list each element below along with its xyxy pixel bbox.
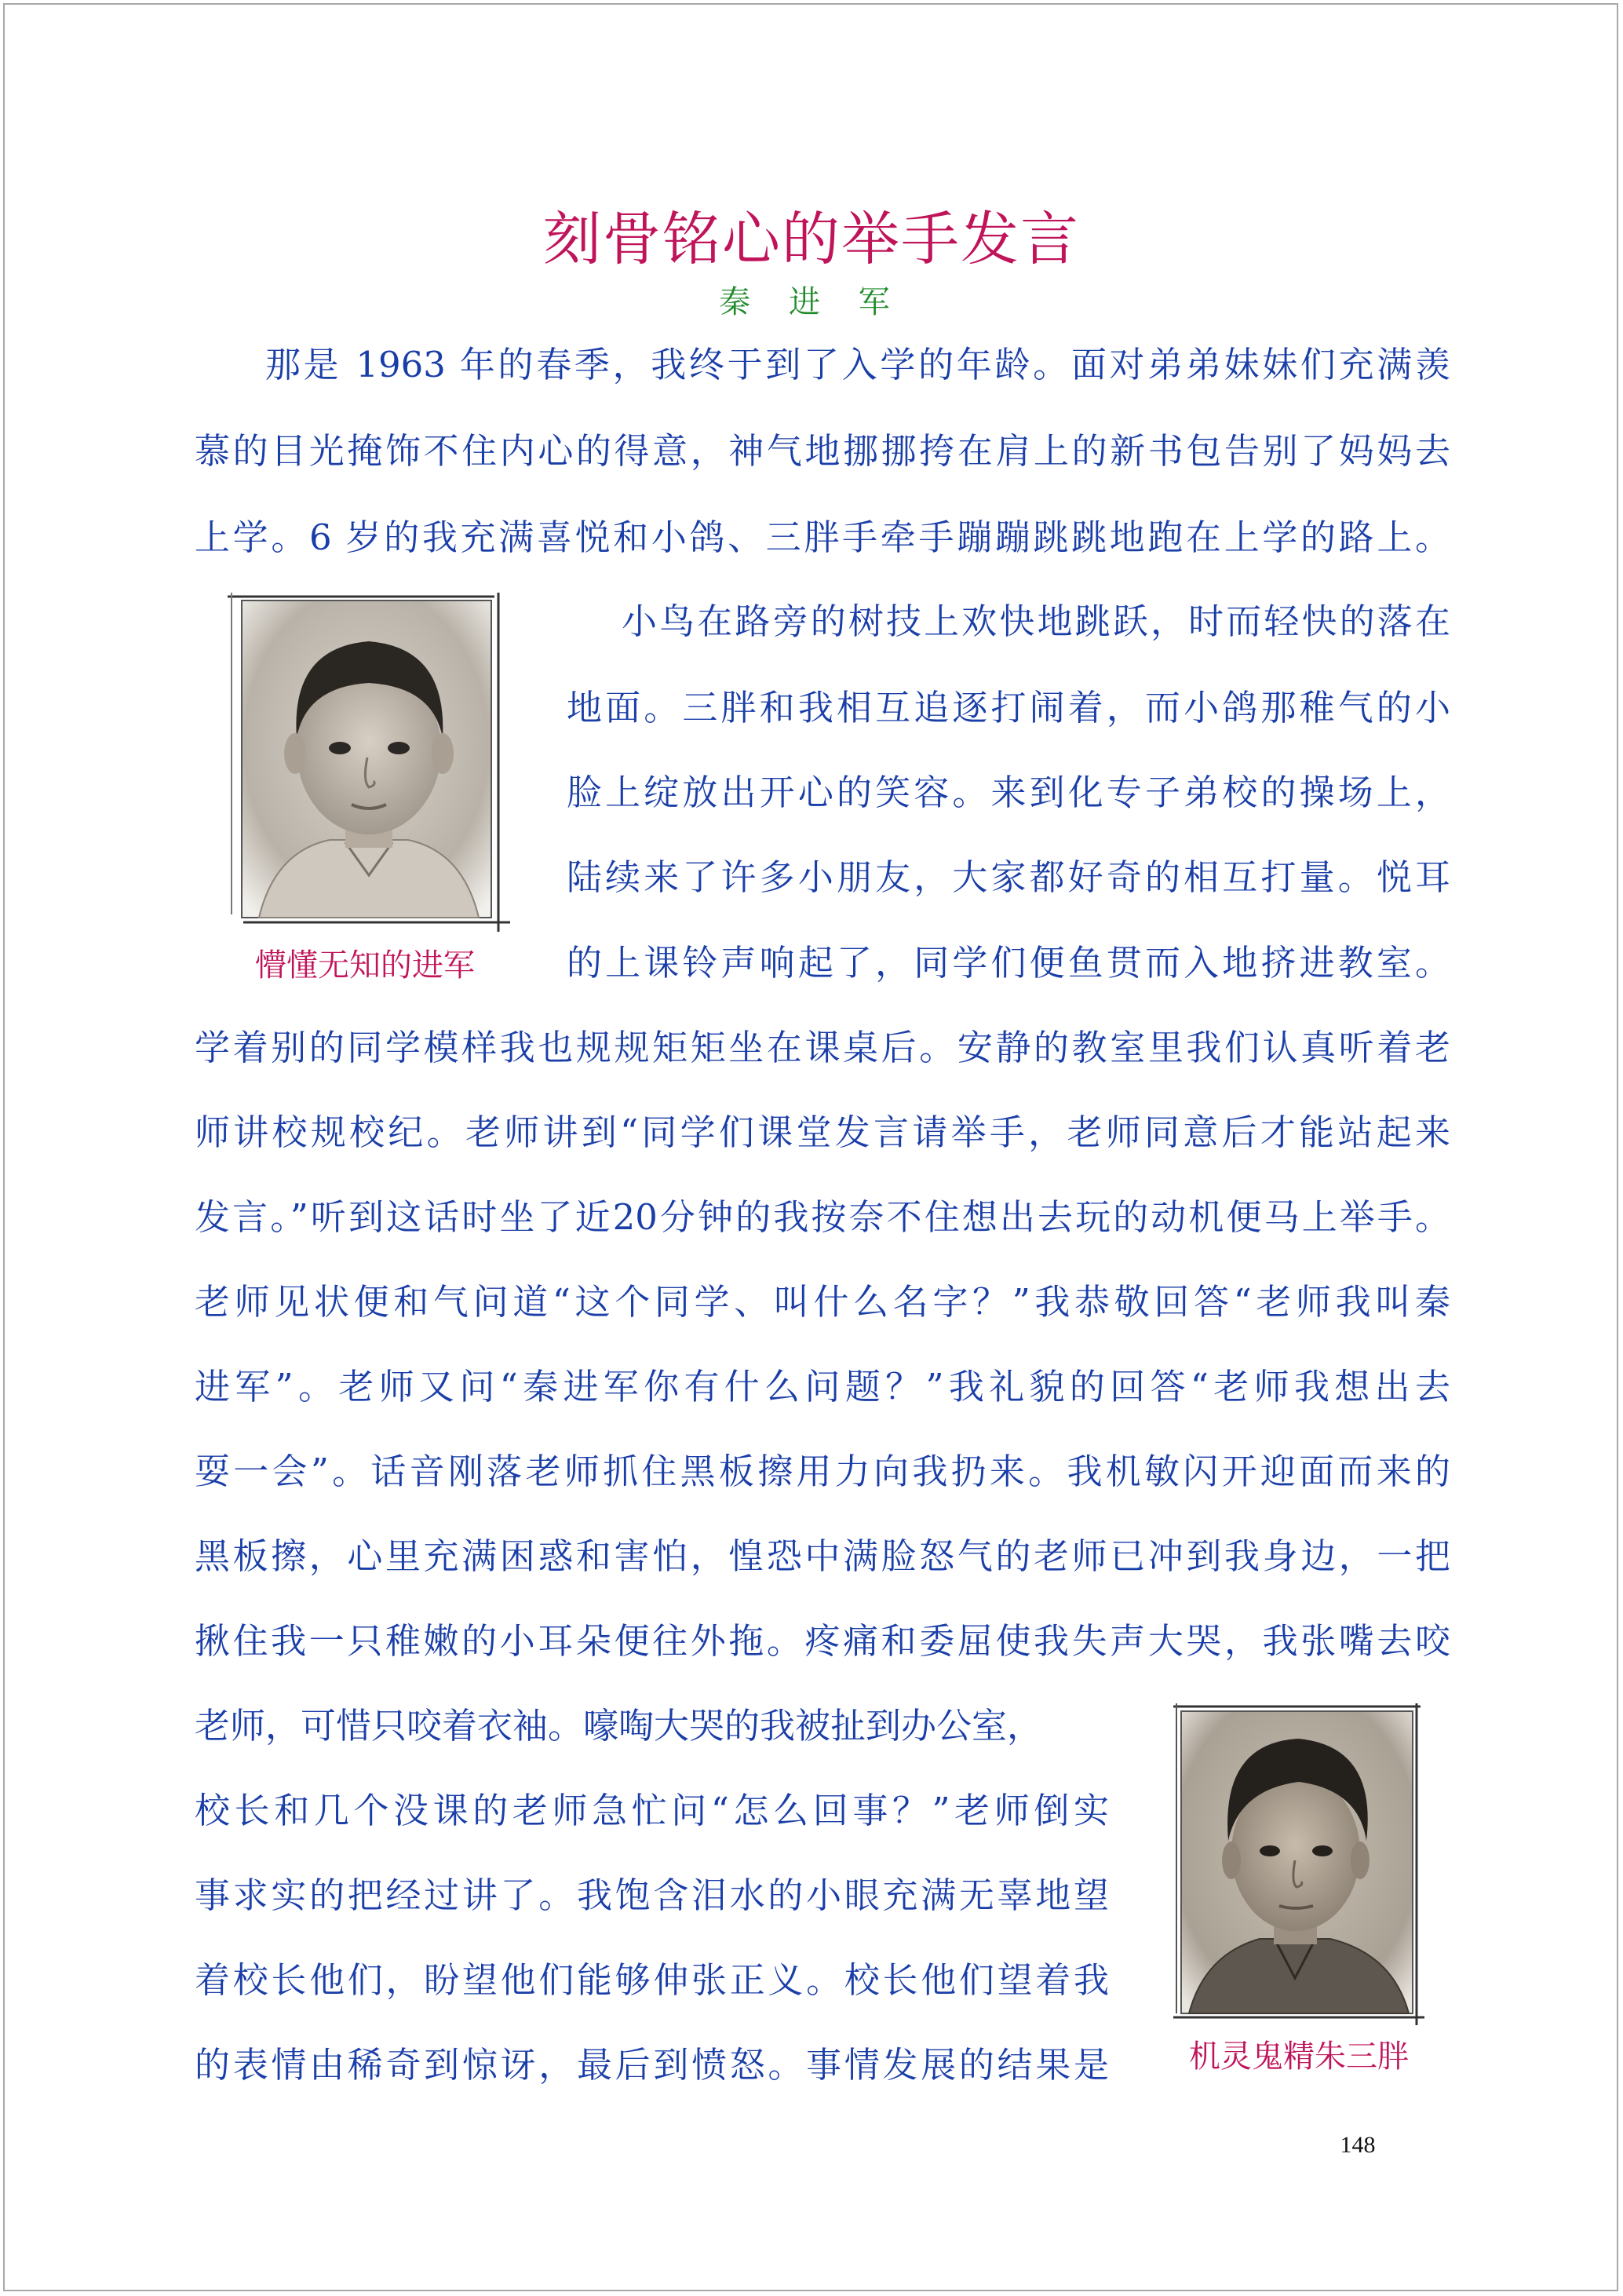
text-line: 师讲校规校纪。老师讲到“同学们课堂发言请举手，老师同意后才能站起来 [195, 1111, 1450, 1153]
text-line: 学着别的同学模样我也规规矩矩坐在课桌后。安静的教室里我们认真听着老 [195, 1027, 1450, 1068]
text-line: 慕的目光掩饰不住内心的得意，神气地挪挪挎在肩上的新书包告别了妈妈去 [195, 430, 1450, 472]
photo-zhu-sanpang [1173, 1703, 1424, 2025]
text-line: 着校长他们，盼望他们能够伸张正义。校长他们望着我 [195, 1959, 1109, 2001]
article-title: 刻骨铭心的举手发言 [543, 206, 1080, 273]
text-line: 地面。三胖和我相互追逐打闹着，而小鸽那稚气的小 [567, 687, 1450, 728]
text-line: 发言。”听到这话时坐了近20分钟的我按奈不住想出去玩的动机便马上举手。 [195, 1196, 1450, 1238]
text-line: 陆续来了许多小朋友，大家都好奇的相互打量。悦耳 [567, 856, 1450, 898]
text-line: 事求实的把经过讲了。我饱含泪水的小眼充满无辜地望 [195, 1874, 1109, 1916]
text-line: 老师，可惜只咬着衣袖。嚎啕大哭的我被扯到办公室， [195, 1705, 1043, 1747]
text-line: 那是 1963 年的春季，我终于到了入学的年龄。面对弟弟妹妹们充满羡 [265, 344, 1450, 385]
text-line: 校长和几个没课的老师急忙问“怎么回事？”老师倒实 [195, 1790, 1109, 1831]
text-line: 小鸟在路旁的树技上欢快地跳跃，时而轻快的落在 [622, 600, 1450, 642]
photo-zhu-sanpang-image [1173, 1703, 1424, 2025]
text-line: 脸上绽放出开心的笑容。来到化专子弟校的操场上， [567, 772, 1450, 813]
text-line: 的上课铃声响起了，同学们便鱼贯而入地挤进教室。 [567, 942, 1450, 984]
photo-caption-top: 懵懂无知的进军 [255, 947, 475, 984]
text-line: 耍一会”。话音刚落老师抓住黑板擦用力向我扔来。我机敏闪开迎面而来的 [195, 1451, 1450, 1492]
text-line: 揪住我一只稚嫩的小耳朵便往外拖。疼痛和委屈使我失声大哭，我张嘴去咬 [195, 1620, 1450, 1662]
photo-young-jinjun-image [228, 593, 510, 932]
photo-young-jinjun [228, 593, 510, 932]
text-line: 进军”。老师又问“秦进军你有什么问题？”我礼貌的回答“老师我想出去 [195, 1366, 1450, 1407]
text-line: 黑板擦，心里充满困惑和害怕，惶恐中满脸怒气的老师已冲到我身边，一把 [195, 1535, 1450, 1577]
photo-caption-bottom: 机灵鬼精朱三胖 [1189, 2039, 1409, 2075]
text-line: 上学。6 岁的我充满喜悦和小鸽、三胖手牵手蹦蹦跳跳地跑在上学的路上。 [195, 517, 1450, 558]
article-author: 秦 进 军 [719, 284, 904, 320]
page-number: 148 [1340, 2132, 1376, 2158]
text-line: 老师见状便和气问道“这个同学、叫什么名字？”我恭敬回答“老师我叫秦 [195, 1281, 1450, 1323]
text-line: 的表情由稀奇到惊讶，最后到愤怒。事情发展的结果是 [195, 2044, 1109, 2086]
